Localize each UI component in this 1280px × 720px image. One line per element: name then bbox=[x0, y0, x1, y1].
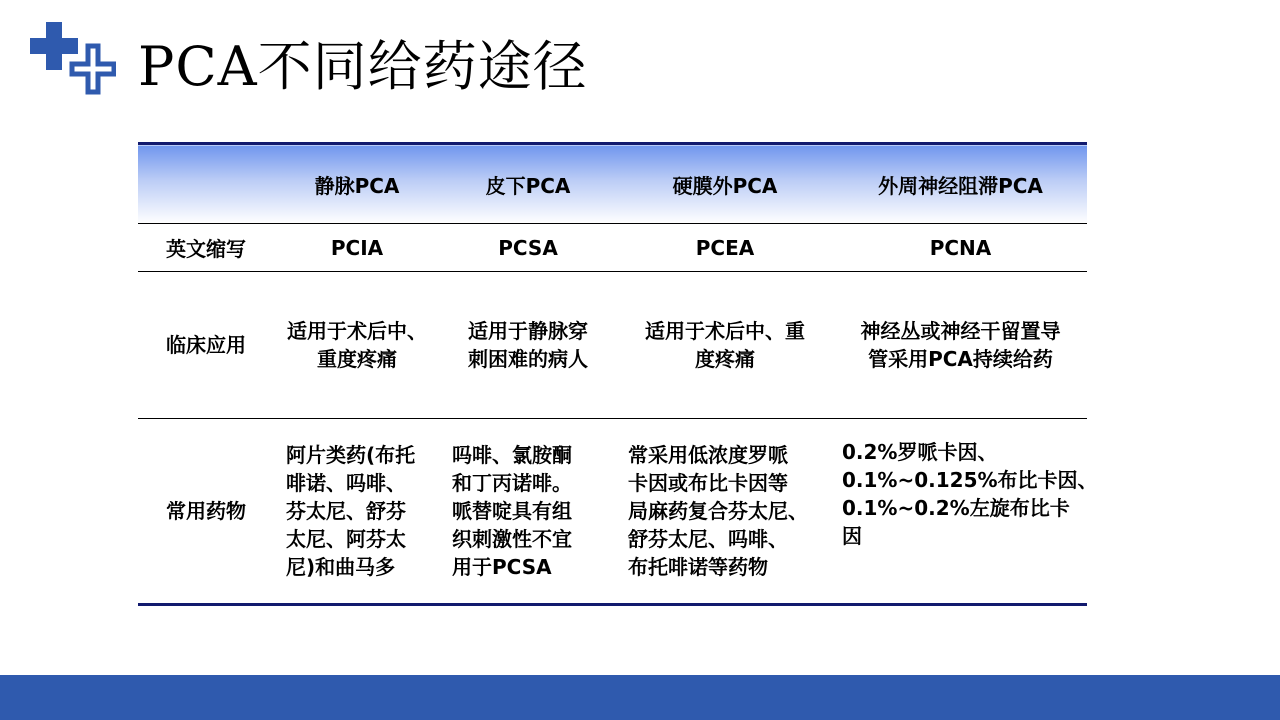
table-cell bbox=[440, 272, 616, 419]
table-cell bbox=[274, 272, 440, 419]
cell-line: 用于PCSA bbox=[452, 555, 552, 579]
table-cell bbox=[440, 419, 616, 605]
table-row bbox=[138, 224, 1087, 272]
cell-line: 芬太尼、舒芬 bbox=[286, 499, 406, 523]
cell-line: 太尼、阿芬太 bbox=[286, 527, 406, 551]
cell-line: 神经丛或神经干留置导 bbox=[860, 319, 1061, 343]
cell-line: 哌替啶具有组 bbox=[452, 499, 572, 523]
table-cell bbox=[616, 272, 834, 419]
cell-line: 尼)和曲马多 bbox=[286, 555, 396, 579]
cell-line: 刺困难的病人 bbox=[468, 347, 588, 371]
table-cell: PCEA bbox=[616, 224, 834, 272]
cell-line: 卡因或布比卡因等 bbox=[628, 471, 788, 495]
cell-line: 0.2%罗哌卡因、 bbox=[842, 440, 998, 464]
cell-line: 0.1%~0.125%布比卡因、 bbox=[842, 468, 1098, 492]
table-cell: PCNA bbox=[834, 224, 1087, 272]
cell-line: 因 bbox=[842, 524, 862, 548]
cell-line: 局麻药复合芬太尼、 bbox=[628, 499, 808, 523]
table-cell: PCSA bbox=[440, 224, 616, 272]
table-row bbox=[138, 419, 1087, 605]
header-cell: 外周神经阻滞PCA bbox=[834, 144, 1087, 224]
table-cell bbox=[834, 272, 1087, 419]
row-label: 临床应用 bbox=[138, 272, 274, 419]
cell-line: 织刺激性不宜 bbox=[452, 527, 572, 551]
cell-line: 和丁丙诺啡。 bbox=[452, 471, 572, 495]
cell-line: 阿片类药(布托 bbox=[286, 443, 416, 467]
page-title: PCA不同给药途径 bbox=[138, 35, 588, 98]
table-cell bbox=[274, 419, 440, 605]
cell-line: 布托啡诺等药物 bbox=[628, 555, 768, 579]
cell-line: 适用于术后中、重 bbox=[645, 319, 805, 343]
row-label: 常用药物 bbox=[138, 419, 274, 605]
pca-routes-table bbox=[138, 142, 1098, 606]
cell-line: 管采用PCA持续给药 bbox=[868, 347, 1053, 371]
table-header-row bbox=[138, 144, 1087, 224]
cell-line: 适用于术后中、 bbox=[287, 319, 427, 343]
cell-line: 0.1%~0.2%左旋布比卡 bbox=[842, 496, 1070, 520]
footer-bar bbox=[0, 675, 1280, 720]
table-cell bbox=[616, 419, 834, 605]
cell-line: 度疼痛 bbox=[695, 347, 755, 371]
cell-line: 啡诺、吗啡、 bbox=[286, 471, 406, 495]
header-cell: 硬膜外PCA bbox=[616, 144, 834, 224]
cell-line: 常采用低浓度罗哌 bbox=[628, 443, 788, 467]
cell-line: 适用于静脉穿 bbox=[468, 319, 588, 343]
cell-line: 重度疼痛 bbox=[317, 347, 397, 371]
table-cell bbox=[834, 419, 1098, 605]
table-cell: PCIA bbox=[274, 224, 440, 272]
table-row bbox=[138, 272, 1087, 419]
header-cell: 皮下PCA bbox=[440, 144, 616, 224]
cell-line: 舒芬太尼、吗啡、 bbox=[628, 527, 788, 551]
header-cell: 静脉PCA bbox=[274, 144, 440, 224]
header-cell bbox=[138, 144, 274, 224]
medical-cross-icon bbox=[30, 20, 116, 98]
row-label: 英文缩写 bbox=[138, 224, 274, 272]
cell-line: 吗啡、氯胺酮 bbox=[452, 443, 572, 467]
